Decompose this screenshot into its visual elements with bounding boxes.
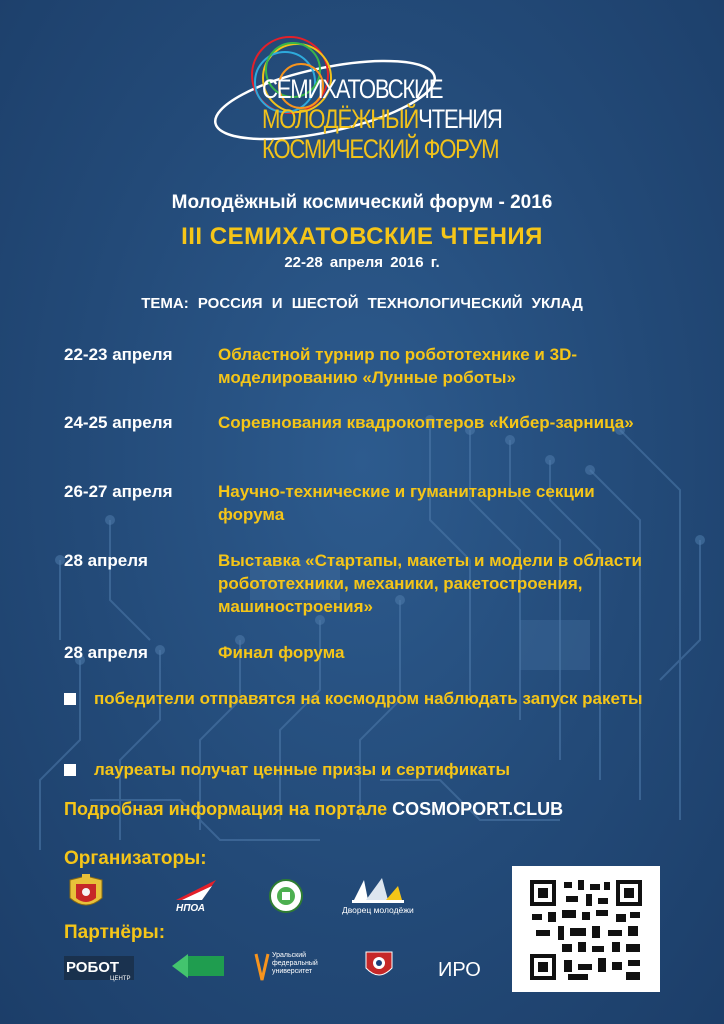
- bullet-square-icon: [64, 764, 76, 776]
- event-dates: 22-28 апреля 2016 г.: [284, 254, 440, 271]
- robot-center-logo-icon: [64, 954, 136, 984]
- event-text: Финал форума: [218, 643, 345, 662]
- event-date: 22-23 апреля: [64, 345, 173, 364]
- shield-emblem-icon: [364, 950, 394, 984]
- forum-title: Молодёжный космический форум - 2016: [171, 192, 553, 213]
- partners-label: Партнёры:: [64, 922, 166, 943]
- event-date: 24-25 апреля: [64, 413, 173, 432]
- logo-line-2a: МОЛОДЁЖНЫЙ: [262, 104, 419, 134]
- main-title: III СЕМИХАТОВСКИЕ ЧТЕНИЯ: [181, 223, 543, 250]
- organizers-label: Организаторы:: [64, 848, 207, 869]
- event-date: 28 апреля: [64, 643, 148, 662]
- iro-logo-icon: [436, 950, 481, 984]
- coat-of-arms-icon: [64, 872, 108, 914]
- green-arrow-logo-icon: [170, 950, 226, 984]
- robot-logo-sub: ЦЕНТР: [110, 976, 131, 982]
- logo-line-2b: ЧТЕНИЯ: [418, 104, 502, 134]
- event-date: 28 апреля: [64, 551, 148, 570]
- iro-logo-text: ИРО: [438, 959, 481, 981]
- event-text: Выставка «Стартапы, макеты и модели в области робототехники, механики, ракетостроения, машиностроения»: [218, 551, 642, 616]
- theme-line: ТЕМА: РОССИЯ И ШЕСТОЙ ТЕХНОЛОГИЧЕСКИЙ УКЛАД: [141, 295, 583, 312]
- event-text: Соревнования квадрокоптеров «Кибер-зарница»: [218, 413, 634, 432]
- youth-palace-logo-icon: [342, 872, 418, 916]
- ministry-emblem-icon: [268, 878, 304, 914]
- urfu-logo-text: Уральский федеральный университет: [272, 952, 318, 975]
- bullet-text: победители отправятся на космодром наблюдать запуск ракеты: [94, 689, 643, 708]
- event-text: Областной турнир по робототехнике и 3D-моделированию «Лунные роботы»: [218, 345, 578, 387]
- npoa-logo-text: НПОА: [176, 903, 206, 914]
- logo-line-1: СЕМИХАТОВСКИЕ: [262, 74, 443, 104]
- bullet-text: лауреаты получат ценные призы и сертификаты: [94, 760, 511, 779]
- forum-logo-text: [262, 74, 554, 164]
- robot-logo-text: РОБОТ: [66, 959, 120, 976]
- qr-code-icon[interactable]: [530, 880, 642, 980]
- portal-link[interactable]: COSMOPORT.CLUB: [392, 799, 564, 819]
- event-date: 26-27 апреля: [64, 482, 173, 501]
- urfu-logo-icon: [254, 950, 338, 986]
- logo-line-3: КОСМИЧЕСКИЙ ФОРУМ: [262, 134, 499, 164]
- portal-info: [64, 799, 563, 820]
- bullet-square-icon: [64, 693, 76, 705]
- portal-text: Подробная информация на портале: [64, 799, 388, 819]
- youth-palace-text: Дворец молодёжи: [342, 905, 414, 915]
- event-text: Научно-технические и гуманитарные секции форума: [218, 482, 595, 524]
- npoa-logo-icon: [172, 876, 224, 914]
